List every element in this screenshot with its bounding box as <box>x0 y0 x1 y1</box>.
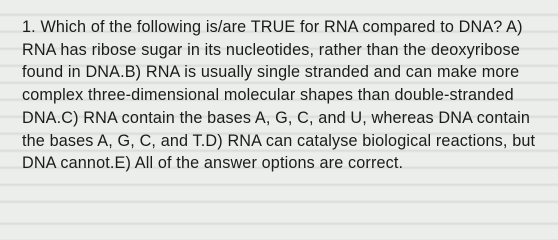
question-text: 1. Which of the following is/are TRUE for RNA compared to DNA? A) RNA has ribose sugar in its nucleotides, rather than the deoxyribose found in DNA.B) RNA is usually single stranded and can make more complex three-dimensional molecular shapes than double-stranded DNA.C) RNA contain the bases A, G, C, and U, whereas DNA contain the bases A, G, C, and T.D) RNA can catalyse biological reactions, but DNA cannot.E) All of the answer options are correct. <box>22 18 536 173</box>
